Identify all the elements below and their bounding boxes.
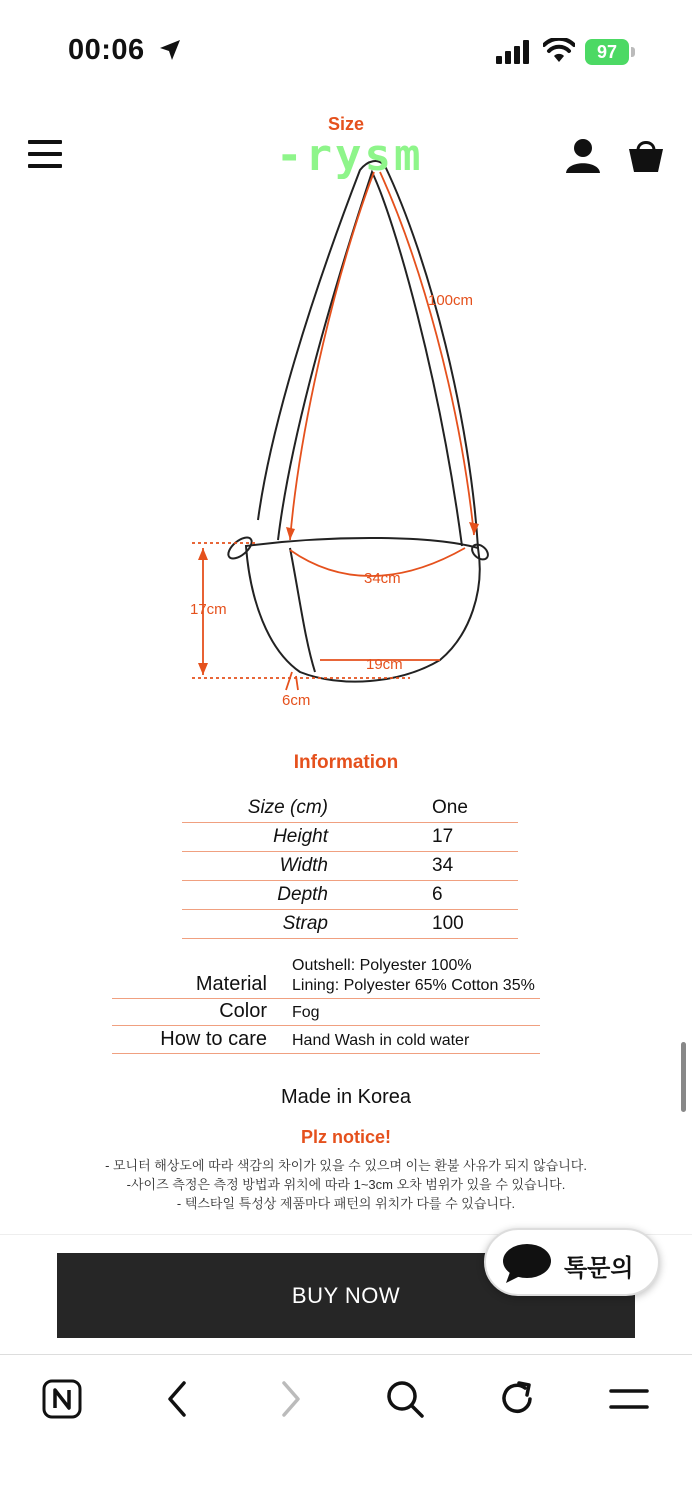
row-value: 6: [432, 884, 443, 905]
buy-now-button[interactable]: BUY NOW: [57, 1253, 635, 1338]
size-header-label: Size (cm): [247, 797, 328, 818]
color-label: Color: [219, 1000, 267, 1022]
table-row: [182, 910, 518, 939]
height-label: 17cm: [190, 601, 227, 618]
row-label: Depth: [277, 884, 328, 905]
notice-title: Plz notice!: [300, 1127, 391, 1147]
wifi-icon: [543, 38, 575, 64]
brand-logo[interactable]: -rysm: [276, 130, 424, 181]
forward-chevron-icon[interactable]: [276, 1379, 306, 1419]
status-time: 00:06: [68, 34, 145, 66]
menu-icon[interactable]: [609, 1379, 649, 1419]
notice-line: - 모니터 해상도에 따라 색감의 차이가 있을 수 있으며 이는 환불 사유가 되지 않습니다.: [105, 1158, 587, 1173]
notice-text: [0, 1156, 692, 1213]
material-value-line1: Outshell: Polyester 100%: [292, 957, 472, 974]
site-header: [0, 100, 692, 200]
table-row: [182, 852, 518, 881]
naver-home-icon[interactable]: [42, 1379, 82, 1419]
table-row: [112, 1026, 540, 1054]
made-in-text: Made in Korea: [280, 1086, 412, 1108]
table-row: [182, 790, 518, 823]
table-row: [112, 955, 540, 999]
care-value: Hand Wash in cold water: [292, 1032, 470, 1049]
chat-inquiry-button[interactable]: [484, 1228, 660, 1296]
cellular-signal-icon: [496, 40, 532, 64]
battery-charging-icon: [585, 39, 635, 65]
information-title: Information: [293, 752, 399, 773]
battery-level: 97: [585, 39, 629, 65]
diagram-title: Size: [327, 114, 365, 134]
color-value: Fog: [292, 1004, 320, 1021]
care-label: How to care: [160, 1028, 267, 1050]
depth-label: 6cm: [282, 692, 311, 709]
status-bar: [0, 0, 692, 100]
width-label: 34cm: [364, 570, 401, 587]
strap-length-label: 100cm: [428, 292, 474, 309]
row-value: 100: [432, 913, 464, 934]
back-chevron-icon[interactable]: [162, 1379, 192, 1419]
bag-strap-outline: [258, 161, 478, 548]
material-value-line2: Lining: Polyester 65% Cotton 35%: [292, 977, 535, 994]
table-row: [182, 881, 518, 910]
notice-line: - 텍스타일 특성상 제품마다 패턴의 위치가 다를 수 있습니다.: [176, 1196, 516, 1211]
row-label: Width: [279, 855, 328, 876]
hamburger-menu-icon[interactable]: [28, 140, 62, 168]
base-width-label: 19cm: [366, 656, 403, 673]
row-value: 17: [432, 826, 454, 847]
reload-icon[interactable]: [497, 1379, 537, 1419]
row-label: Strap: [282, 913, 328, 934]
size-header-value: One: [432, 797, 468, 818]
location-arrow-icon: [158, 38, 182, 62]
browser-toolbar: [0, 1354, 692, 1500]
size-table: [182, 790, 518, 939]
row-label: Height: [273, 826, 328, 847]
user-icon[interactable]: [565, 138, 601, 174]
row-value: 34: [432, 855, 454, 876]
search-icon[interactable]: [385, 1379, 425, 1419]
scrollbar[interactable]: [681, 1042, 686, 1112]
shopping-bag-icon[interactable]: [627, 136, 665, 174]
table-row: [112, 999, 540, 1026]
material-label: Material: [195, 973, 267, 995]
notice-line: -사이즈 측정은 측정 방법과 위치에 따라 1~3cm 오차 범위가 있을 수 있습니다.: [126, 1177, 566, 1192]
speech-bubble-icon: [500, 1242, 554, 1284]
table-row: [182, 823, 518, 852]
material-table: [112, 955, 540, 1054]
chat-label: 톡문의: [564, 1255, 634, 1282]
